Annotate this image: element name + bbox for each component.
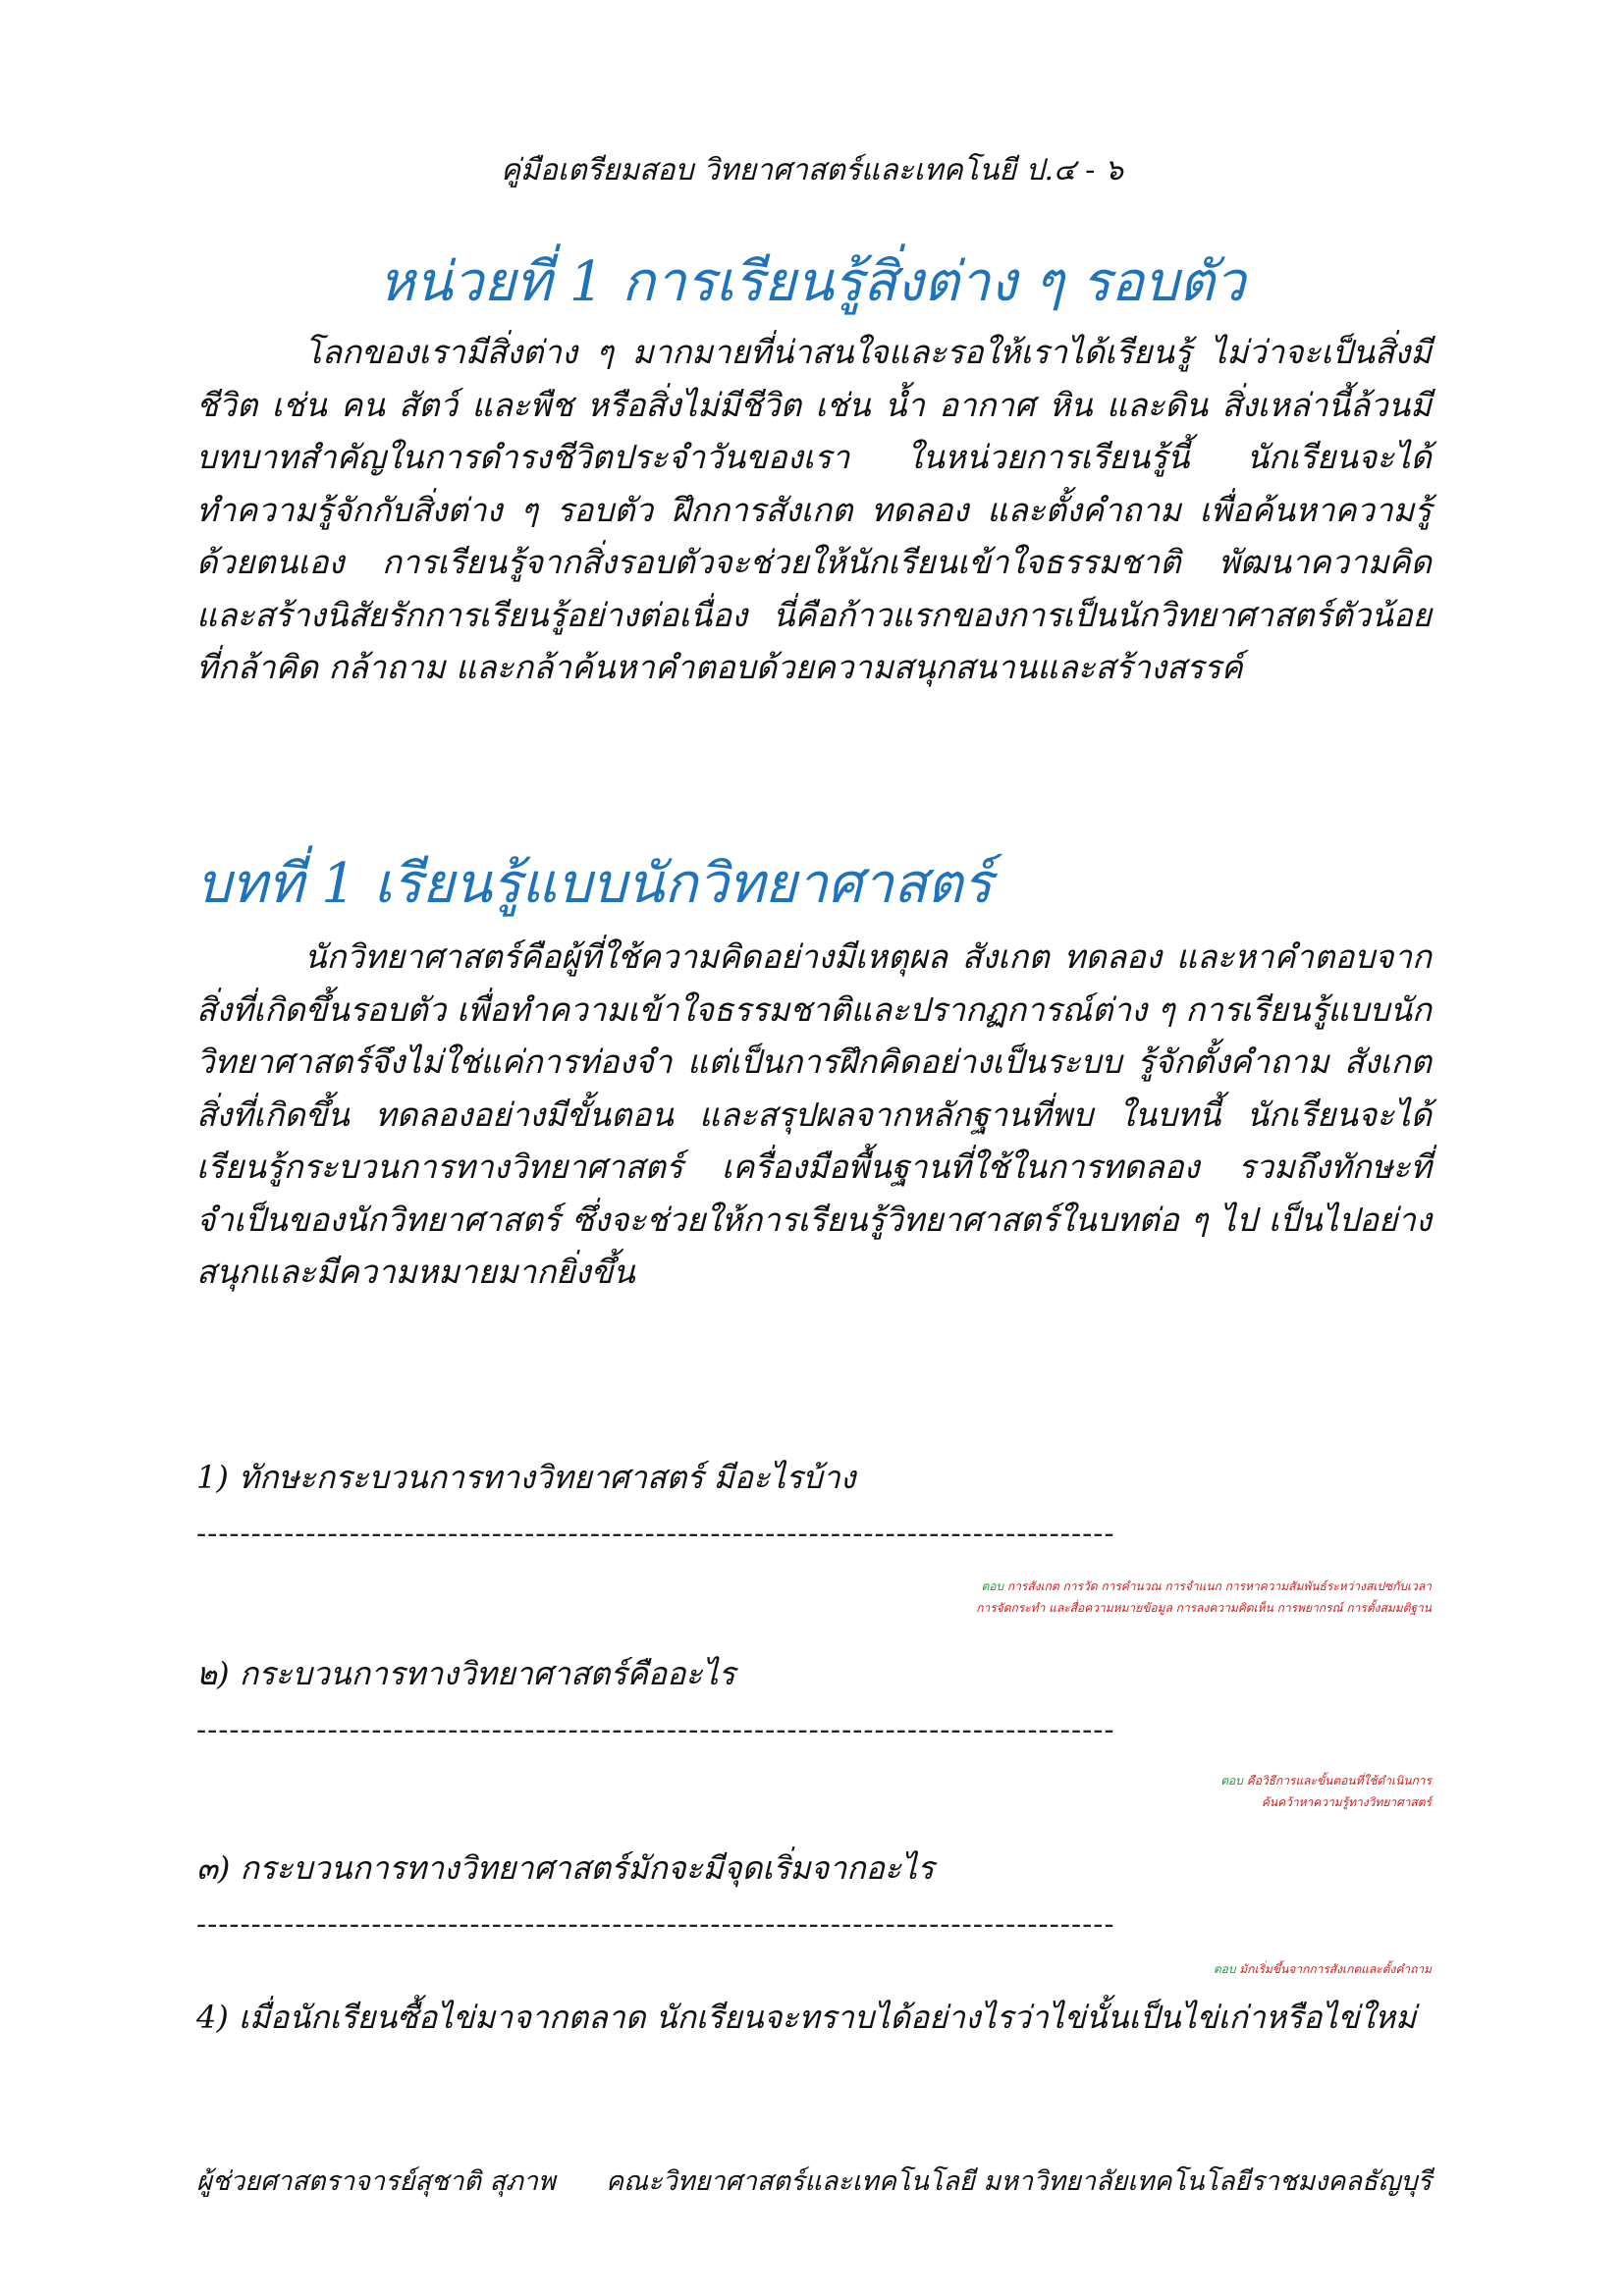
answer-1-line-1: ตอบ การสังเกต การวัด การคำนวณ การจำแนก การหาความสัมพันธ์ระหว่างสเปซกับเวลา bbox=[981, 1579, 1432, 1593]
unit-title: หน่วยที่ 1 การเรียนรู้สิ่งต่าง ๆ รอบตัว bbox=[378, 250, 1246, 314]
question-1: 1) ทักษะกระบวนการทางวิทยาศาสตร์ มีอะไรบ้าง bbox=[196, 1459, 856, 1496]
answer-line-2[interactable]: ------------------------------------------------------------------------------------ bbox=[196, 1713, 1115, 1747]
intro-paragraph bbox=[196, 326, 1432, 694]
chapter-title: บทที่ 1 เรียนรู้แบบนักวิทยาศาสตร์ bbox=[196, 852, 993, 916]
answer-1 bbox=[976, 1575, 1432, 1619]
page-header: คู่มือเตรียมสอบ วิทยาศาสตร์และเทคโนยี ป.๔ - ๖ bbox=[500, 153, 1123, 187]
answer-line-1[interactable]: ------------------------------------------------------------------------------------ bbox=[196, 1517, 1115, 1551]
answer-3 bbox=[1214, 1958, 1432, 1980]
footer-author: ผู้ช่วยศาสตราจารย์สุชาติ สุภาพ bbox=[196, 2166, 556, 2197]
footer-institution: คณะวิทยาศาสตร์และเทคโนโลยี มหาวิทยาลัยเทคโนโลยีราชมงคลธัญบุรี bbox=[606, 2166, 1432, 2197]
question-3: ๓) กระบวนการทางวิทยาศาสตร์มักจะมีจุดเริ่มจากอะไร bbox=[196, 1849, 935, 1887]
chapter-paragraph bbox=[196, 931, 1432, 1299]
question-2: ๒) กระบวนการทางวิทยาศาสตร์คืออะไร bbox=[196, 1655, 735, 1692]
answer-2-label: ตอบ bbox=[1220, 1774, 1243, 1788]
answer-3-label: ตอบ bbox=[1213, 1962, 1236, 1976]
answer-2-line-2: ค้นคว้าหาความรู้ทางวิทยาศาสตร์ bbox=[1261, 1795, 1432, 1809]
answer-2 bbox=[1220, 1770, 1432, 1813]
answer-line-3[interactable]: ------------------------------------------------------------------------------------ bbox=[196, 1907, 1115, 1942]
answer-2-line-1: ตอบ คือวิธีการและขั้นตอนที่ใช้ดำเนินการ bbox=[1220, 1774, 1432, 1788]
answer-1-label: ตอบ bbox=[981, 1579, 1004, 1593]
intro-text: โลกของเรามีสิ่งต่าง ๆ มากมายที่น่าสนใจและรอให้เราได้เรียนรู้ ไม่ว่าจะเป็นสิ่งมีชีวิต เช่น คน สัตว์ และพืช หรือสิ่งไม่มีชีวิต เช่น น้ำ อากาศ หิน และดิน สิ่งเหล่านี้ล้วนมีบทบาทสำคัญในการดำรงชีวิตประจำวันของเรา ในหน่วยการเรียนรู้นี้ นักเรียนจะได้ทำความรู้จักกับสิ่งต่าง ๆ รอบตัว ฝึกการสังเกต ทดลอง และตั้งคำถาม เพื่อค้นหาความรู้ด้วยตนเอง การเรียนรู้จากสิ่งรอบตัวจะช่วยให้นักเรียนเข้าใจธรรมชาติ พัฒนาความคิด และสร้างนิสัยรักการเรียนรู้อย่างต่อเนื่อง นี่คือก้าวแรกของการเป็นนักวิทยาศาสตร์ตัวน้อยที่กล้าคิด กล้าถาม และกล้าค้นหาคำตอบด้วยความสนุกสนานและสร้างสรรค์ bbox=[196, 333, 1432, 686]
answer-3-line-1: ตอบ มักเริ่มขึ้นจากการสังเกตและตั้งคำถาม bbox=[1213, 1962, 1432, 1976]
question-4: 4) เมื่อนักเรียนซื้อไข่มาจากตลาด นักเรียนจะทราบได้อย่างไรว่าไข่นั้นเป็นไข่เก่าหรือไข่ใหม่ bbox=[196, 1999, 1417, 2036]
chapter-text: นักวิทยาศาสตร์คือผู้ที่ใช้ความคิดอย่างมีเหตุผล สังเกต ทดลอง และหาคำตอบจากสิ่งที่เกิดขึ้นรอบตัว เพื่อทำความเข้าใจธรรมชาติและปรากฏการณ์ต่าง ๆ การเรียนรู้แบบนักวิทยาศาสตร์จึงไม่ใช่แค่การท่องจำ แต่เป็นการฝึกคิดอย่างเป็นระบบ รู้จักตั้งคำถาม สังเกตสิ่งที่เกิดขึ้น ทดลองอย่างมีขั้นตอน และสรุปผลจากหลักฐานที่พบ ในบทนี้ นักเรียนจะได้เรียนรู้กระบวนการทางวิทยาศาสตร์ เครื่องมือพื้นฐานที่ใช้ในการทดลอง รวมถึงทักษะที่จำเป็นของนักวิทยาศาสตร์ ซึ่งจะช่วยให้การเรียนรู้วิทยาศาสตร์ในบทต่อ ๆ ไป เป็นไปอย่างสนุกและมีความหมายมากยิ่งขึ้น bbox=[196, 937, 1432, 1291]
answer-1-line-2: การจัดกระทำ และสื่อความหมายข้อมูล การลงความคิดเห็น การพยากรณ์ การตั้งสมมติฐาน bbox=[976, 1601, 1432, 1615]
